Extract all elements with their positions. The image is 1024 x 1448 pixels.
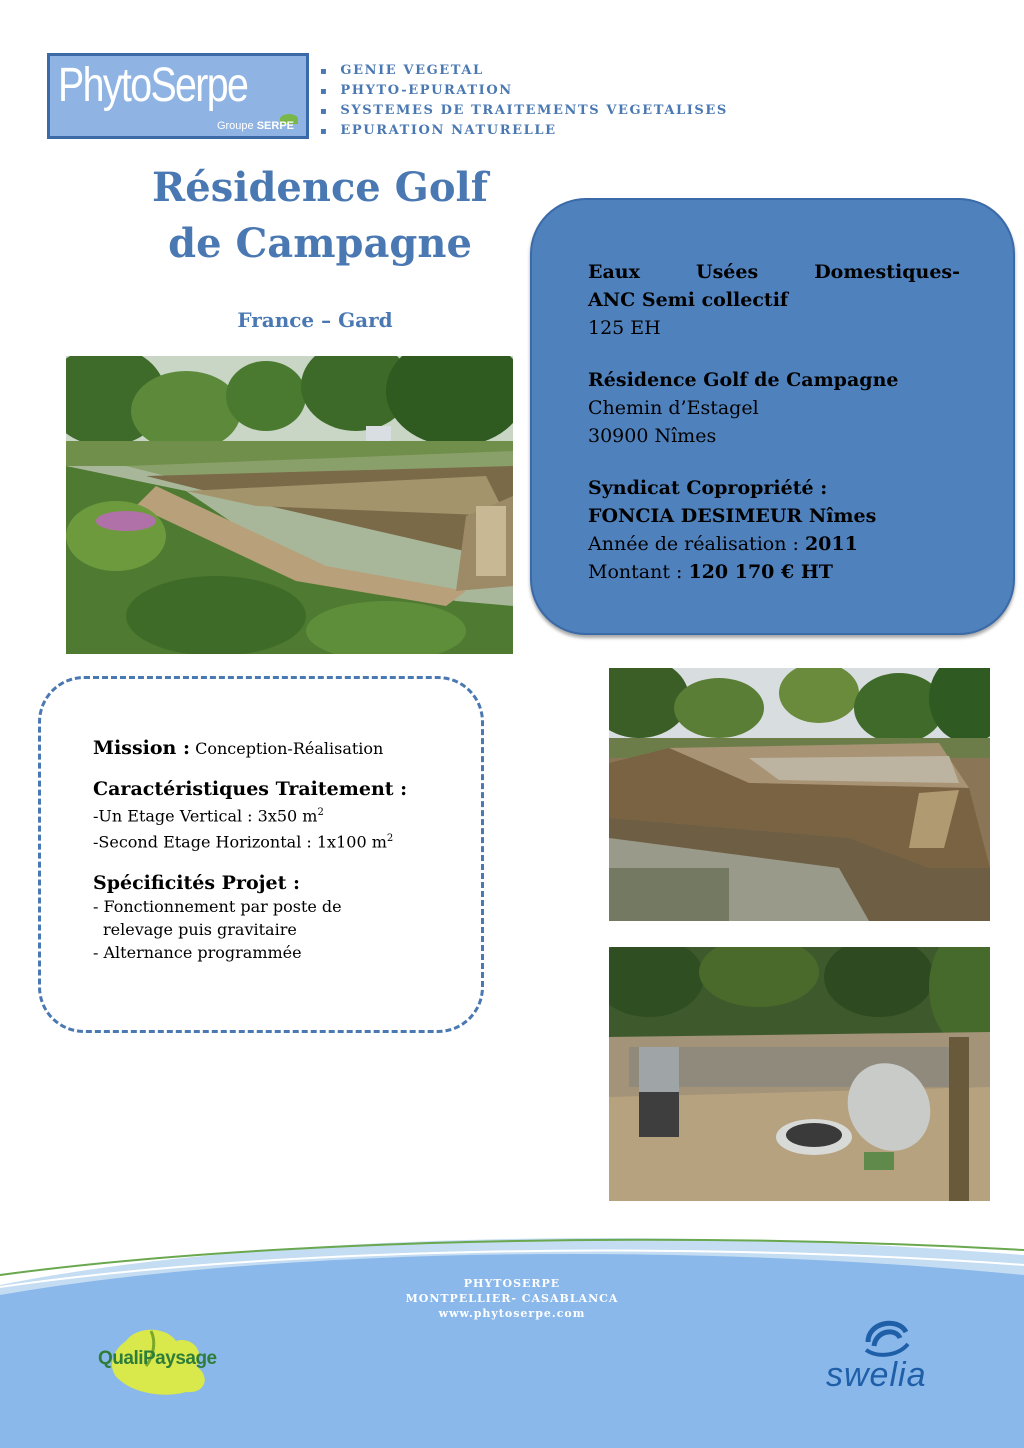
- specific-item: - Alternance programmée: [93, 942, 302, 962]
- pump-station-photo: [609, 947, 990, 1201]
- logo-group-name: SERPE: [256, 120, 294, 132]
- swelia-logo: [826, 1312, 956, 1402]
- year-label: Année de réalisation :: [588, 533, 799, 555]
- footer-company: PHYTOSERPE: [463, 1277, 561, 1290]
- client-label: [588, 474, 960, 502]
- mission-value: Conception-Réalisation: [195, 739, 384, 758]
- phytoserpe-logo: [47, 53, 309, 139]
- construction-earthworks-photo: [609, 668, 990, 921]
- site-address: Chemin d’Estagel: [588, 397, 759, 419]
- service-item: ▪ PHYTO-EPURATION: [320, 81, 728, 101]
- project-info-content: [588, 258, 960, 586]
- service-item: ▪ SYSTEMES DE TRAITEMENTS VEGETALISES: [320, 101, 728, 121]
- characteristic-item: [93, 801, 453, 827]
- site-city: 30900 Nîmes: [588, 425, 717, 447]
- characteristic-text: -Un Etage Vertical : 3x50 m: [93, 806, 318, 826]
- swelia-wave-icon: [858, 1312, 918, 1360]
- effluent-type-line-2: ANC Semi collectif: [588, 289, 789, 311]
- year-row: [588, 530, 960, 558]
- project-info-box: [530, 198, 1015, 635]
- mission-box: [38, 676, 484, 1033]
- superscript: 2: [317, 807, 324, 818]
- client-name-text: FONCIA DESIMEUR Nîmes: [588, 505, 877, 527]
- specific-item-continued: relevage puis gravitaire: [103, 919, 297, 939]
- client-label-text: Syndicat Copropriété :: [588, 477, 828, 499]
- location-subtitle: France – Gard: [237, 308, 393, 332]
- characteristic-text: -Second Etage Horizontal : 1x100 m: [93, 832, 387, 852]
- amount-label: Montant :: [588, 561, 683, 583]
- capacity: 125 EH: [588, 317, 661, 339]
- service-item: ▪ GENIE VEGETAL: [320, 61, 728, 81]
- page-title: [100, 160, 540, 272]
- qualipaysage-text: QualiPaysage: [98, 1348, 217, 1369]
- mission-label: Mission :: [93, 737, 190, 759]
- mission-content: [93, 737, 453, 983]
- characteristics-heading: Caractéristiques Traitement :: [93, 778, 408, 800]
- sanitation-type: [588, 286, 960, 314]
- effluent-type-line-1: Eaux Usées Domestiques-: [588, 261, 960, 283]
- footer-cities: MONTPELLIER- CASABLANCA: [405, 1292, 619, 1305]
- service-item: ▪ EPURATION NATURELLE: [320, 121, 728, 141]
- amount-row: [588, 558, 960, 586]
- superscript: 2: [386, 833, 394, 845]
- title-line-2: de Campagne: [168, 220, 472, 267]
- site-name: [588, 366, 960, 394]
- specifics-heading: Spécificités Projet :: [93, 871, 300, 894]
- logo-group-text: [217, 120, 294, 132]
- title-line-1: Résidence Golf: [152, 164, 488, 211]
- year-value: 2011: [804, 533, 858, 555]
- footer-company-info: [362, 1276, 662, 1321]
- services-list: [320, 61, 728, 141]
- client-name: [588, 502, 960, 530]
- swelia-text: swelia: [826, 1356, 927, 1394]
- reed-bed-photo: [66, 356, 513, 654]
- characteristic-item: [93, 827, 453, 853]
- specific-item: - Fonctionnement par poste de: [93, 896, 342, 916]
- footer-website: www.phytoserpe.com: [438, 1307, 586, 1320]
- logo-group-prefix: Groupe: [216, 120, 254, 132]
- effluent-type: [588, 258, 960, 286]
- site-name-text: Résidence Golf de Campagne: [588, 369, 899, 391]
- qualipaysage-logo: [96, 1326, 236, 1396]
- logo-brand-text: PhytoSerpe: [58, 59, 248, 112]
- mission-row: [93, 737, 453, 760]
- amount-value: 120 170 € HT: [688, 561, 833, 583]
